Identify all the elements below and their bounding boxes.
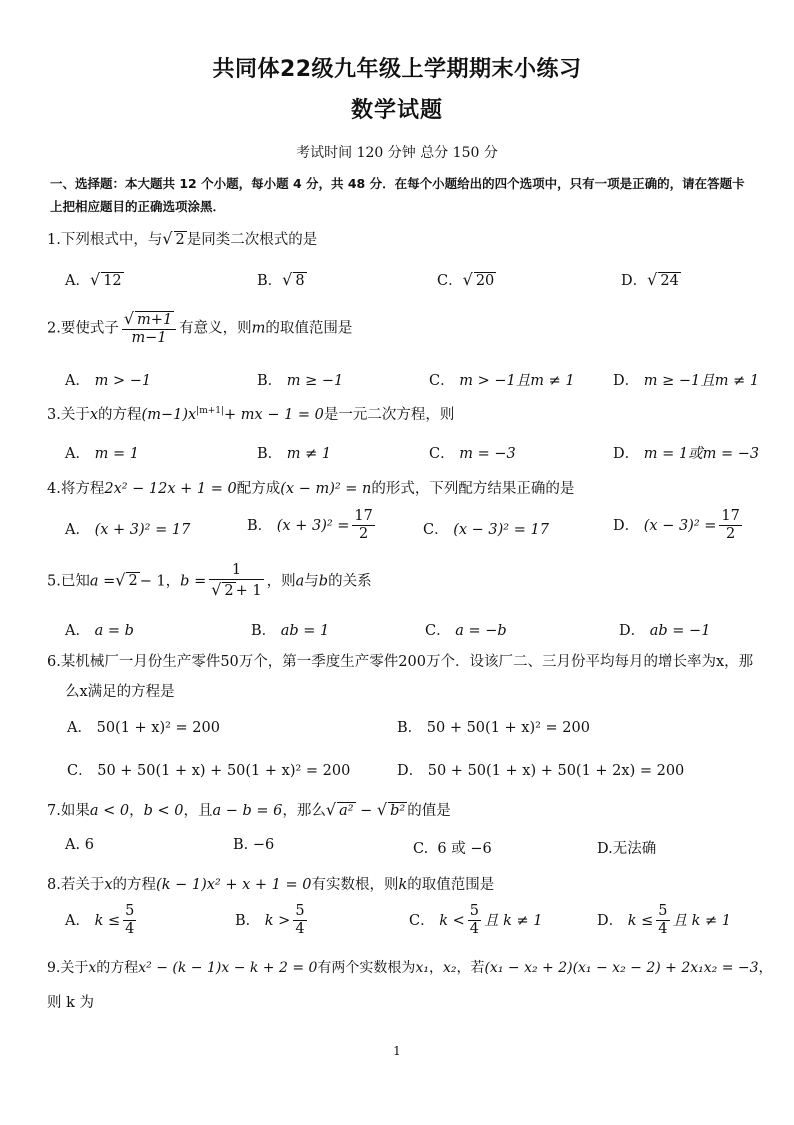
q4-option-a-value: (x + 3)² = 17: [94, 522, 191, 538]
q5-option-c-value: a = −b: [455, 623, 507, 639]
question-4-stem: [47, 477, 757, 498]
q5-var-a: a: [295, 573, 305, 590]
q7-minus: −: [360, 803, 373, 819]
q4-text: 4.将方程: [47, 481, 105, 497]
q4-option-b-num: 17: [352, 508, 374, 526]
q4-option-d[interactable]: D． (x − 3)² = $\frac{17}{2}$: [613, 508, 740, 543]
q2-option-c[interactable]: C． m > −1且m ≠ 1: [429, 373, 575, 389]
q3-exponent: |m+1|: [196, 406, 225, 417]
q8-option-c[interactable]: C． k < $\frac{5}{4}$ 且 k ≠ 1: [409, 903, 543, 938]
q6-option-b-value: 50 + 50(1 + x)² = 200: [426, 720, 590, 736]
q7-sqrt-2: b²: [390, 803, 406, 819]
q9-comma: ，: [758, 960, 773, 976]
q7-text: 7.如果: [47, 803, 90, 819]
q4-option-d-fraction: [719, 508, 741, 544]
q7-option-c-value: 6 或 −6: [437, 841, 492, 857]
q4-option-c-value: (x − 3)² = 17: [453, 522, 549, 538]
q4-eq-2: (x − m)² = n: [280, 481, 372, 497]
q9-root-2: x₂: [442, 960, 457, 976]
q6-option-d-value: 50 + 50(1 + x) + 50(1 + 2x) = 200: [427, 763, 685, 779]
q4-option-b-lhs: (x + 3)² =: [276, 517, 350, 534]
q9-condition: (x₁ − x₂ + 2)(x₁ − x₂ − 2) + 2x₁x₂ = −3: [484, 960, 759, 976]
q3-option-a-value: m = 1: [94, 446, 139, 462]
question-6-stem: [47, 647, 757, 707]
q8-option-b-den: 4: [295, 921, 305, 938]
q5-option-b-value: ab = 1: [280, 623, 330, 639]
q3-eq-1: (m−1)x: [141, 407, 197, 423]
q5-sqrt: 2: [128, 573, 138, 590]
q8-option-d[interactable]: D． k ≤ $\frac{5}{4}$ 且 k ≠ 1: [597, 903, 732, 938]
q8-var-k: k: [398, 877, 408, 893]
q5-a-eq: a =: [89, 573, 116, 590]
q8-var: x: [104, 877, 113, 893]
q3-text: 3.关于: [47, 407, 90, 423]
q8-option-a-num: 5: [123, 903, 136, 921]
q4-option-d-num: 17: [719, 508, 741, 526]
q5-option-b[interactable]: B． ab = 1: [251, 623, 330, 639]
q8-option-d-tail: 且 k ≠ 1: [672, 912, 732, 929]
q6-option-a-value: 50(1 + x)² = 200: [96, 720, 220, 736]
q8-option-d-fraction: [656, 903, 669, 939]
q5-den-sqrt: 2: [224, 583, 234, 600]
q8-option-b-num: 5: [293, 903, 306, 921]
q3-eq-2: + mx − 1 = 0: [224, 407, 324, 423]
q7-option-b[interactable]: B. −6: [233, 837, 275, 853]
q6-option-b[interactable]: B． 50 + 50(1 + x)² = 200: [397, 720, 590, 736]
q8-option-d-num: 5: [656, 903, 669, 921]
q3-option-c-value: m = −3: [459, 446, 516, 462]
q1-option-c[interactable]: C．√ 20: [437, 270, 495, 289]
q2-option-d-value: m ≥ −1且m ≠ 1: [643, 373, 760, 389]
q1-option-a-value: 12: [103, 273, 122, 289]
q5-denominator: √ 2 + 1: [211, 580, 262, 600]
q1-option-c-value: 20: [475, 273, 495, 289]
q4-option-b-fraction: [352, 508, 374, 544]
q5-numerator: 1: [209, 562, 263, 580]
q5-option-d-value: ab = −1: [649, 623, 711, 639]
q4-option-b-den: 2: [359, 526, 369, 543]
q9-text-3: 有两个实数根为: [317, 960, 416, 976]
q7-option-a-value: 6: [84, 837, 94, 853]
q2-numerator: m+1: [137, 312, 173, 328]
q4-option-a[interactable]: A． (x + 3)² = 17: [65, 522, 191, 538]
question-7-stem: 7.如果a < 0，b < 0，且a − b = 6，那么√ a² − √ b² 的值是: [47, 800, 451, 819]
q2-var: m: [251, 320, 266, 337]
q2-option-a[interactable]: A． m > −1: [65, 373, 152, 389]
q7-text-3: 的值是: [407, 803, 451, 819]
q9-text-4: ，若: [456, 960, 485, 976]
q7-option-d[interactable]: D.无法确: [597, 841, 657, 857]
q1-option-d[interactable]: D．√ 24: [621, 270, 679, 289]
q8-option-a-lhs: k ≤: [94, 912, 121, 929]
q4-option-b[interactable]: B． (x + 3)² = $\frac{17}{2}$: [247, 508, 373, 543]
q5-b-eq: b =: [180, 573, 207, 590]
q4-option-d-den: 2: [726, 526, 736, 543]
q5-fraction: [209, 562, 263, 601]
q8-option-d-den: 4: [658, 921, 668, 938]
q8-option-b-fraction: [293, 903, 306, 939]
q4-text-3: 的形式，下列配方结果正确的是: [371, 481, 575, 497]
q1-option-d-value: 24: [660, 273, 679, 289]
q3-var: x: [89, 407, 99, 423]
q6-option-d[interactable]: D． 50 + 50(1 + x) + 50(1 + 2x) = 200: [397, 763, 685, 779]
q2-option-a-value: m > −1: [94, 373, 152, 389]
q8-option-c-num: 5: [468, 903, 481, 921]
q5-option-a[interactable]: A． a = b: [65, 623, 134, 639]
q1-option-a[interactable]: A．√ 12: [65, 270, 122, 289]
page-number: 1: [393, 1044, 401, 1058]
q9-text-5: 则 k 为: [47, 995, 95, 1011]
q1-option-b[interactable]: B．√ 8: [257, 270, 305, 289]
q3-option-b[interactable]: B． m ≠ 1: [257, 446, 332, 462]
q8-eq: (k − 1)x² + x + 1 = 0: [156, 877, 312, 893]
q2-option-c-value: m > −1且m ≠ 1: [459, 373, 575, 389]
q7-text-2: ，那么: [282, 803, 326, 819]
q3-option-c[interactable]: C． m = −3: [429, 446, 516, 462]
q7-option-d-value: 无法确: [612, 841, 657, 857]
section-heading-text: 一、选择题：本大题共 12 个小题，每小题 4 分，共 48 分．在每个小题给出的四个选项中，只有一项是正确的，请在答题卡上把相应题目的正确选项涂黑．: [50, 176, 745, 214]
q8-text-4: 的取值范围是: [407, 877, 495, 893]
q4-eq-1: 2x² − 12x + 1 = 0: [104, 481, 237, 497]
q5-text-3: 与: [304, 573, 319, 590]
q8-option-b[interactable]: B． k > $\frac{5}{4}$: [235, 903, 305, 938]
q9-root-1: x₁: [415, 960, 429, 976]
q2-fraction: $\frac{√ m+1}{m-1}$: [122, 309, 176, 348]
q3-option-d-value: m = 1或m = −3: [643, 446, 760, 462]
q1-text: 1.下列根式中，与: [47, 232, 163, 248]
exam-subtitle: 数学试题: [350, 98, 443, 123]
q6-option-a[interactable]: A． 50(1 + x)² = 200: [67, 720, 220, 736]
q7-sep-1: ，: [129, 803, 144, 819]
q8-text-2: 的方程: [112, 877, 157, 893]
q8-option-d-lhs: k ≤: [627, 912, 654, 929]
q2-denominator: m−1: [131, 330, 167, 347]
question-9-stem: [47, 957, 773, 977]
q5-option-a-value: a = b: [94, 623, 134, 639]
question-3-stem: [47, 403, 757, 424]
q5-minus: − 1，: [139, 573, 181, 590]
q8-option-b-lhs: k >: [264, 912, 291, 929]
question-8-stem: [47, 873, 757, 894]
q5-text-2: ，则: [266, 573, 296, 590]
exam-info: 考试时间 120 分钟 总分 150 分: [296, 145, 498, 161]
q2-option-b[interactable]: B． m ≥ −1: [257, 373, 344, 389]
q8-option-a[interactable]: A． k ≤ $\frac{5}{4}$: [65, 903, 135, 938]
q9-sep: ，: [428, 960, 443, 976]
q4-option-d-lhs: (x − 3)² =: [643, 517, 717, 534]
q8-option-c-lhs: k <: [439, 912, 465, 929]
q2-text-2: 有意义，则: [179, 320, 252, 337]
q7-option-b-value: −6: [252, 837, 275, 853]
q2-text: 2.要使式子: [47, 320, 119, 337]
exam-title: 共同体22级九年级上学期期末小练习: [212, 57, 582, 82]
q5-den-tail: + 1: [235, 583, 262, 600]
q5-text: 5.已知: [47, 573, 90, 590]
q4-text-2: 配方成: [236, 481, 281, 497]
q7-option-a[interactable]: A. 6: [65, 837, 94, 853]
q9-text: 9.关于: [47, 960, 89, 976]
q8-option-c-fraction: [468, 903, 481, 939]
q7-sep-2: ，且: [183, 803, 213, 819]
q2-option-b-value: m ≥ −1: [286, 373, 344, 389]
q4-option-c[interactable]: C． (x − 3)² = 17: [423, 522, 549, 538]
q5-var-b: b: [318, 573, 329, 590]
question-1-stem: 1.下列根式中，与√ 2 是同类二次根式的是: [47, 229, 318, 248]
q2-option-d[interactable]: D． m ≥ −1且m ≠ 1: [613, 373, 760, 389]
q8-option-c-tail: 且 k ≠ 1: [484, 912, 543, 929]
q8-option-c-den: 4: [469, 921, 479, 938]
q9-text-2: 的方程: [96, 960, 139, 976]
q5-text-4: 的关系: [328, 573, 372, 590]
q9-eq: x² − (k − 1)x − k + 2 = 0: [138, 960, 318, 976]
q1-text-2: 是同类二次根式的是: [186, 232, 318, 248]
question-9-continuation: [47, 991, 757, 1012]
q7-cond-1: a < 0: [89, 803, 130, 819]
q7-cond-3: a − b = 6: [212, 803, 283, 819]
q3-option-a[interactable]: A． m = 1: [65, 446, 139, 462]
q9-var: x: [88, 960, 97, 976]
q8-text-3: 有实数根，则: [311, 877, 399, 893]
q3-text-2: 的方程: [98, 407, 142, 423]
q7-option-c[interactable]: C. 6 或 −6: [413, 841, 492, 857]
q7-sqrt-1: a²: [339, 803, 354, 819]
q3-option-b-value: m ≠ 1: [286, 446, 332, 462]
q8-text: 8.若关于: [47, 877, 105, 893]
question-5-stem: 5.已知a =√ 2 − 1，b = $\frac{1}{√ 2 + 1}$ ，则a与b的关系: [47, 562, 372, 600]
q6-option-c-value: 50 + 50(1 + x) + 50(1 + x)² = 200: [97, 763, 351, 779]
q6-option-c[interactable]: C． 50 + 50(1 + x) + 50(1 + x)² = 200: [67, 763, 351, 779]
q2-text-3: 的取值范围是: [265, 320, 353, 337]
q1-sqrt: 2: [175, 232, 185, 248]
q3-text-3: 是一元二次方程，则: [323, 407, 455, 423]
q8-option-a-den: 4: [125, 921, 135, 938]
q1-option-b-value: 8: [295, 273, 305, 289]
section-heading: [50, 172, 755, 218]
q8-option-a-fraction: [123, 903, 136, 939]
q5-option-c[interactable]: C． a = −b: [425, 623, 507, 639]
q5-option-d[interactable]: D． ab = −1: [619, 623, 711, 639]
q7-cond-2: b < 0: [143, 803, 184, 819]
question-2-stem: [47, 309, 757, 348]
q3-option-d[interactable]: D． m = 1或m = −3: [613, 446, 760, 462]
q6-text: 6.某机械厂一月份生产零件50万个，第一季度生产零件200万个．设该厂二、三月份平均每月的增长率为x，那么x满足的方程是: [47, 654, 754, 700]
